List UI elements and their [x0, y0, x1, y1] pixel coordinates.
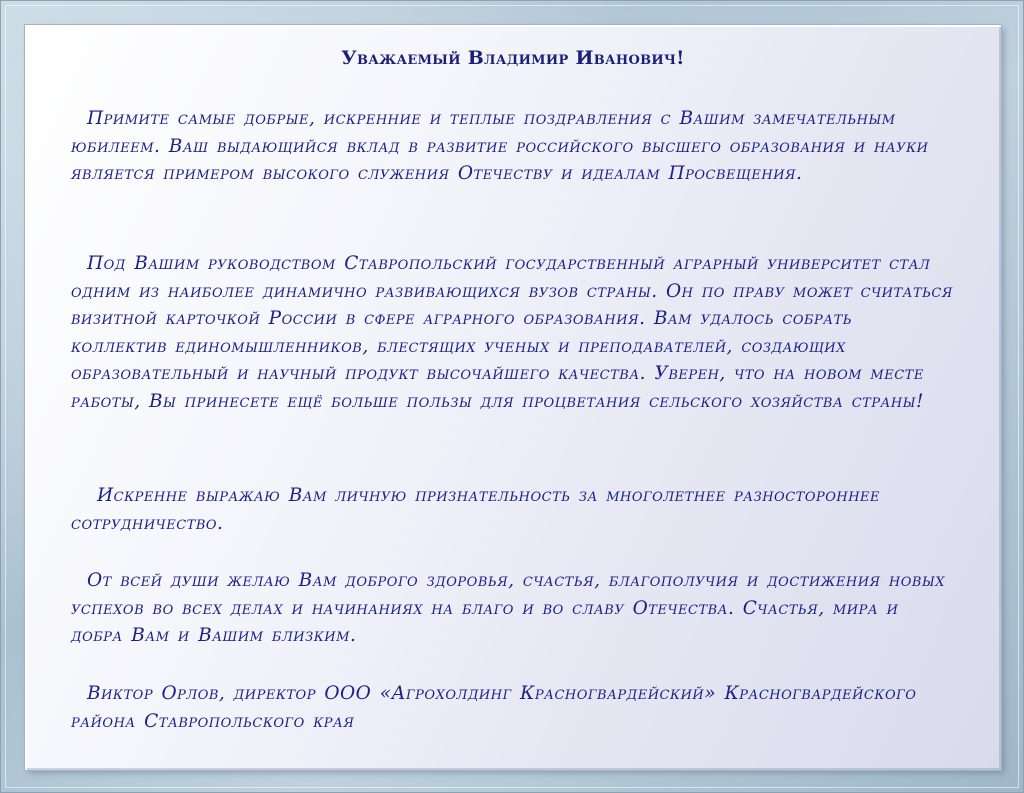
letter-heading: Уважаемый Владимир Иванович!	[341, 47, 685, 69]
paragraph-wishes	[71, 567, 955, 650]
signature-text: Виктор Орлов, директор ООО «Агрохолдинг Красногвардейский» Красногвардейского района Ставропольского края	[71, 683, 917, 732]
paragraph-text: От всей души желаю Вам доброго здоровья, счастья, благополучия и достижения новых успехов во всех делах и начинаниях на благо и во славу Отечества. Счастья, мира и добра Вам и Вашим близким.	[71, 570, 946, 646]
paragraph-text: Под Вашим руководством Ставропольский государственный аграрный университет стал одним из наиболее динамично развивающихся вузов страны. Он по праву может считаться визитной карточкой России в сфере аграрного образования. Вам удалось собрать коллектив единомышленников, блестящих ученых и преподавателей, создающих образовательный и научный продукт высочайшего качества. Уверен, что на новом месте работы, Вы принесете ещё больше пользы для процветания сельского хозяйства страны!	[71, 253, 953, 412]
paragraph-gratitude	[71, 482, 955, 537]
paragraph-university	[71, 250, 955, 415]
paragraph-signature	[71, 680, 955, 735]
paragraph-text: Искренне выражаю Вам личную признательность за многолетнее разностороннее сотрудничество.	[71, 485, 881, 534]
letter-paper	[25, 25, 1001, 770]
paragraph-text: Примите самые добрые, искренние и теплые поздравления с Вашим замечательным юбилеем. Ваш выдающийся вклад в развитие российского высшего образования и науки является примером высокого служения Отечеству и идеалам Просвещения.	[71, 108, 929, 184]
paragraph-congratulations	[71, 105, 955, 188]
